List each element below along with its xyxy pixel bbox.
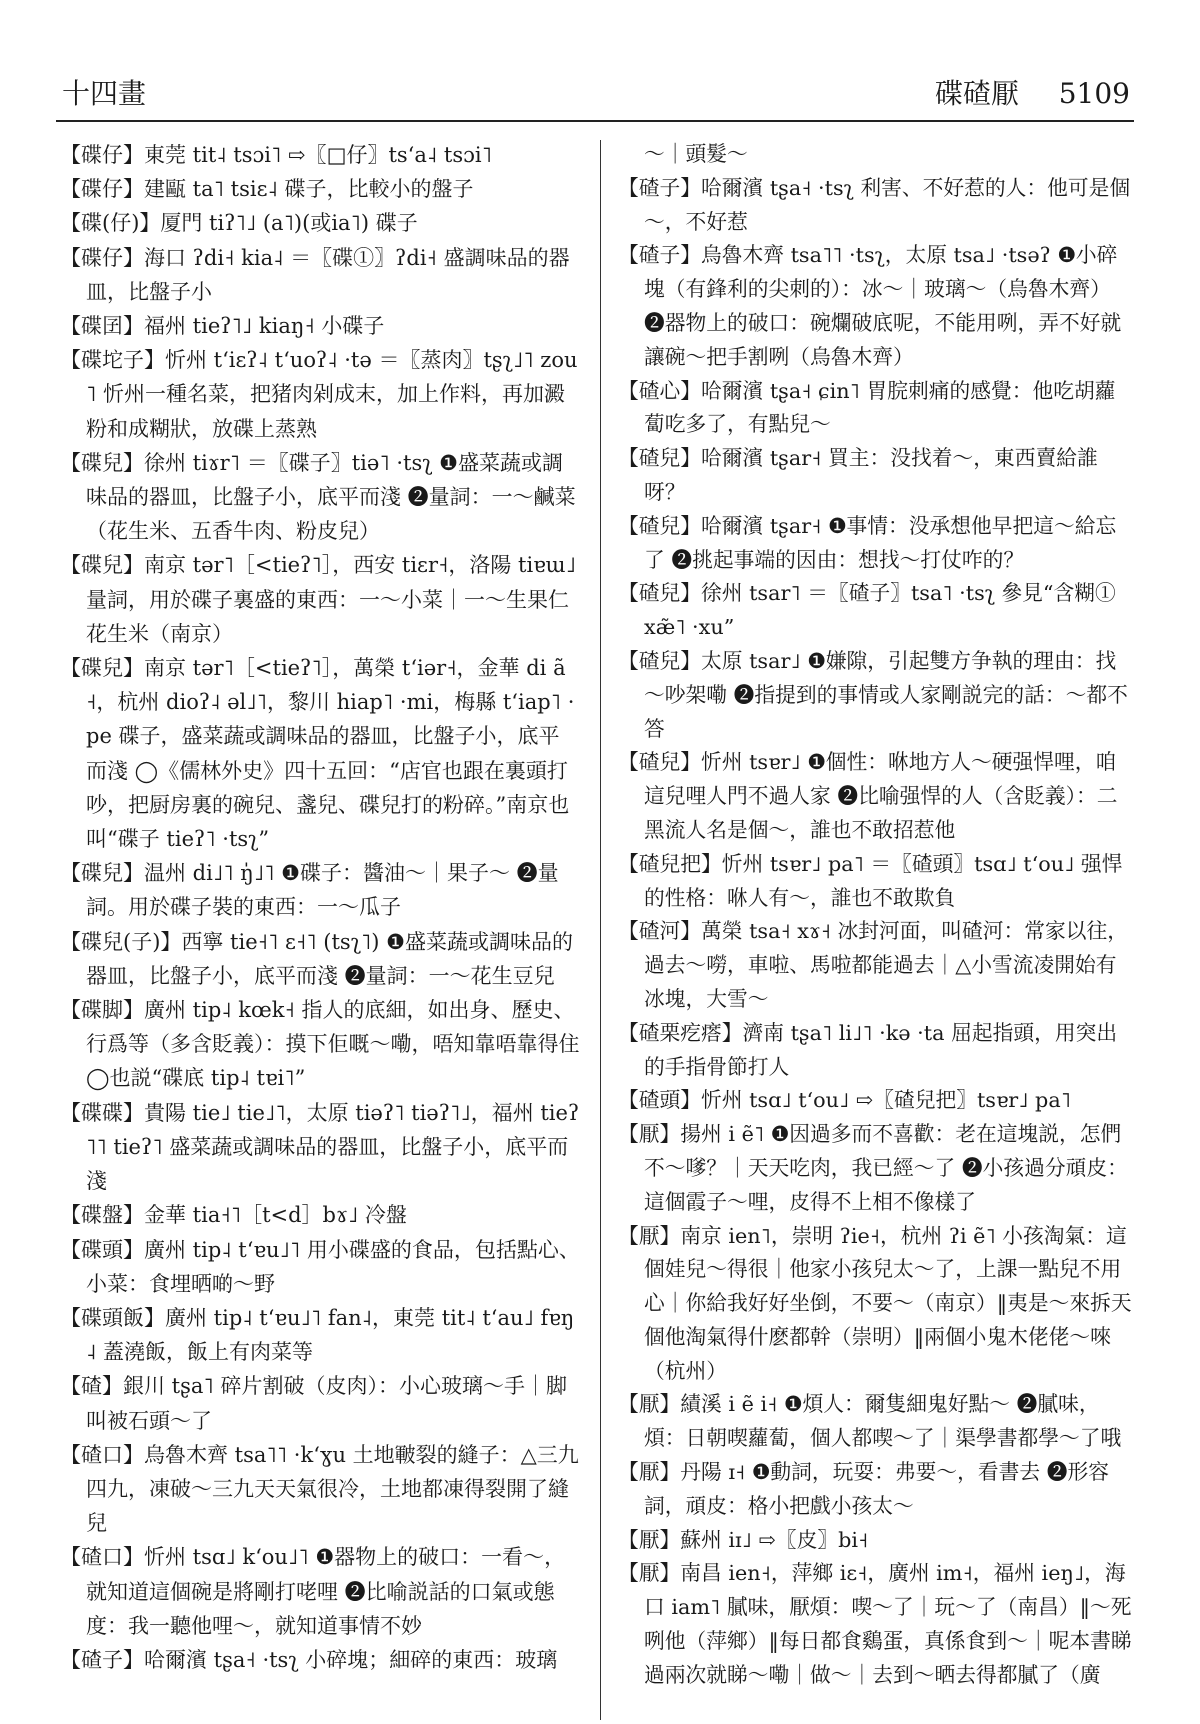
dictionary-entry: 【厭】南京 ien˥，崇明 ʔie˧，杭州 ʔi ẽ˥ 小孩淘氣：這個娃兒～得很｜他家小孩兒太～了，上課一點兒不用心｜你給我好好坐倒，不要～（南京）‖夷是～來拆天個他淘氣得什麽都幹（崇明）‖兩個小鬼木佬佬～唻（杭州）: [618, 1223, 1132, 1383]
left-column: [60, 138, 580, 1677]
dictionary-entry: 【碟兒】徐州 tiɤr˥ ＝〖碟子〗tiə˥ ·tsʅ ❶盛菜蔬或調味品的器皿，比盤子小，底平而淺 ❷量詞：一～鹹菜（花生米、五香牛肉、粉皮兒）: [60, 450, 576, 544]
dictionary-entry: 【厭】丹陽 ɪ˧ ❶動詞，玩耍：弗要～，看書去 ❷形容詞，頑皮：格小把戲小孩太～: [618, 1460, 1110, 1518]
dictionary-entry: 【碟坨子】忻州 tʻiɛʔ˨ tʻuoʔ˨ ·tə ＝〖蒸肉〗tʂʅ˩˥ zou˥ 忻州一種名菜，把猪肉剁成末，加上作料，再加澱粉和成糊狀，放碟上蒸熟: [60, 348, 578, 441]
dictionary-entry: 【碟兒】温州 di˩˥ ŋ̍˩˥ ❶碟子：醬油～｜果子～ ❷量詞。用於碟子裝的東西：一～瓜子: [60, 861, 559, 920]
page-number: 5109: [1058, 77, 1130, 110]
dictionary-entry: 【碟頭飯】廣州 tip˨ tʻɐu˩˥ fan˨，東莞 tit˨ tʻau˩ fɐŋ˨ 蓋澆飯，飯上有肉菜等: [60, 1305, 575, 1365]
dictionary-entry: 【碴兒】哈爾濱 tʂar˧ 買主：没找着～，東西賣給誰呀？: [618, 446, 1098, 504]
dictionary-entry: 【碴兒】忻州 tsɐr˩ ❶個性：咻地方人～硬强悍哩，咱這兒哩人門不過人家 ❷比喻强悍的人（含貶義）：二黑流人名是個～，誰也不敢招惹他: [618, 750, 1118, 842]
dictionary-entry: 【厭】績溪 i ẽ i˧ ❶煩人：爾隻細鬼好點～ ❷膩味，煩：日朝喫蘿蔔，個人都喫～了｜渠學書都學～了哦: [618, 1392, 1122, 1451]
dictionary-entry: 【碟脚】廣州 tip˨ kœk˧ 指人的底細，如出身、歷史、行爲等（多含貶義）：摸下佢嘅～嘞，唔知靠唔靠得住 ◯也説“碟底 tip˨ tɐi˥”: [60, 998, 580, 1091]
dictionary-entry: 【碟兒】南京 tər˥［<tieʔ˥］，西安 tiɛr˧，洛陽 tiɐɯ˩ 量詞，用於碟子裏盛的東西：一～小菜｜一～生果仁花生米（南京）: [60, 553, 576, 646]
dictionary-entry: 【碴心】哈爾濱 tʂa˧ ɕin˥ 胃脘刺痛的感覺：他吃胡蘿蔔吃多了，有點兒～: [618, 378, 1116, 437]
dictionary-entry: 【碟頭】廣州 tip˨ tʻɐu˩˥ 用小碟盛的食品，包括點心、小菜：食埋晒啲～野: [60, 1237, 580, 1296]
dictionary-entry: 【厭】南昌 ien˧，萍鄉 iɛ˧，廣州 im˧，福州 ieŋ˩，海口 iam˥ 膩味，厭煩：喫～了｜玩～了（南昌）‖～死咧他（萍鄉）‖每日都食鷄蛋，真係食到～｜呢本書睇過兩次就睇～嘞｜做～｜去到～晒去得都膩了（廣: [618, 1561, 1132, 1687]
dictionary-entry: 【碴子】哈爾濱 tʂa˧ ·tsʅ 小碎塊；細碎的東西：玻璃: [60, 1647, 558, 1672]
running-head-section: 十四畫: [62, 77, 147, 110]
dictionary-entry: 【碟兒】南京 tər˥［<tieʔ˥］，萬榮 tʻiər˧，金華 di ã˧，杭州 dioʔ˨ əl˩˥，黎川 hiap˥ ·mi，梅縣 tʻiap˥ ·pe 碟子，盛菜蔬或調味品的器皿，比盤子小，底平而淺 ◯《儒林外史》四十五回：“店官也跟在裏頭打吵，把厨房裏的碗兒、盞兒、碟兒打的粉碎。”南京也叫“碟子 tieʔ˥ ·tsʅ”: [60, 656, 575, 852]
dictionary-entry: 【碟盤】金華 tia˧˥［t<d］bɤ˩ 冷盤: [60, 1203, 407, 1228]
right-column: [618, 138, 1133, 1693]
dictionary-entry: 【碟仔】建甌 ta˥ tsiɛ˨ 碟子，比較小的盤子: [60, 177, 474, 202]
dictionary-entry: 【碴口】烏魯木齊 tsa˥˥ ·kʻɣu 土地皸裂的縫子：△三九四九，凍破～三九天天氣很冷，土地都凍得裂開了縫兒: [60, 1442, 579, 1536]
dictionary-entry: 【碴子】烏魯木齊 tsa˥˥ ·tsʅ，太原 tsa˩ ·tsəʔ ❶小碎塊（有鋒利的尖刺的）：冰～｜玻璃～（烏魯木齊） ❷器物上的破口：碗爛破底呢，不能用咧，弄不好就讓碗～把手割咧（烏魯木齊）: [618, 243, 1122, 369]
dictionary-entry: 【碴頭】忻州 tsɑ˩ tʻou˩ ⇨〖碴兒把〗tsɐr˩ pa˥: [618, 1088, 1071, 1113]
running-head-characters: 碟碴厭: [934, 77, 1019, 110]
column-divider: [600, 140, 601, 1720]
dictionary-entry: 【碟碟】貴陽 tie˩ tie˩˥，太原 tiəʔ˥ tiəʔ˥˩，福州 tieʔ˥˥ tieʔ˥ 盛菜蔬或調味品的器皿，比盤子小，底平而淺: [60, 1100, 580, 1194]
dictionary-entry: 【碟兒(子)】西寧 tie˧˥ ɛ˧˥ (tsʅ˥) ❶盛菜蔬或調味品的器皿，比盤子小，底平而淺 ❷量詞：一～花生豆兒: [60, 929, 573, 988]
dictionary-entry: 【厭】蘇州 iɪ˩ ⇨〖皮〗bi˧: [618, 1527, 869, 1552]
dictionary-entry: 【碟(仔)】厦門 tiʔ˥˩ (a˥)(或ia˥) 碟子: [60, 211, 418, 236]
dictionary-entry: 【碴】銀川 tʂa˥ 碎片割破（皮肉）：小心玻璃～手｜脚叫被石頭～了: [60, 1374, 567, 1433]
dictionary-entry: 【厭】揚州 i ẽ˥ ❶因過多而不喜歡：老在這塊説，怎們不～嗲？｜天天吃肉，我已經～了 ❷小孩過分頑皮：這個霞子～哩，皮得不上相不像樣了: [618, 1122, 1128, 1214]
dictionary-entry: 【碴子】哈爾濱 tʂa˧ ·tsʅ 利害、不好惹的人：他可是個～，不好惹: [618, 175, 1131, 234]
dictionary-entry: 【碴栗疙瘩】濟南 tʂa˥ li˩˥ ·kə ·ta 屈起指頭，用突出的手指骨節打人: [618, 1020, 1118, 1079]
dictionary-entry: 【碴口】忻州 tsɑ˩ kʻou˩˥ ❶器物上的破口：一看～，就知道這個碗是將剛打咾哩 ❷比喻説話的口氣或態度：我一聽他哩～，就知道事情不妙: [60, 1545, 566, 1638]
dictionary-entry: 【碴兒】太原 tsar˩ ❶嫌隙，引起雙方争執的理由：找～吵架嘞 ❷指提到的事情或人家剛説完的話：～都不答: [618, 648, 1128, 741]
dictionary-entry: 【碟仔】東莞 tit˨ tsɔi˥ ⇨〖□仔〗tsʻa˨ tsɔi˥: [60, 143, 492, 167]
dictionary-entry: 【碴兒】徐州 tsar˥ ＝〖碴子〗tsa˥ ·tsʅ 參見“含糊① xæ̃˥ ·xu”: [618, 581, 1116, 640]
dictionary-entry-continued: ～｜頭髮～: [644, 142, 748, 166]
header-rule: [56, 120, 1134, 122]
running-head-right: [935, 72, 1130, 112]
dictionary-entry: 【碴河】萬榮 tsa˧ xɤ˧ 冰封河面，叫碴河：常家以往，過去～嘮，車啦、馬啦都能過去｜△小雪流凌開始有冰塊，大雪～: [618, 919, 1129, 1011]
dictionary-entry: 【碴兒】哈爾濱 tʂar˧ ❶事情：没承想他早把這～給忘了 ❷挑起事端的因由：想找～打仗咋的？: [618, 513, 1117, 572]
dictionary-entry: 【碴兒把】忻州 tsɐr˩ pa˥ ＝〖碴頭〗tsɑ˩ tʻou˩ 强悍的性格：咻人有～，誰也不敢欺負: [618, 851, 1123, 910]
dictionary-entry: 【碟囝】福州 tieʔ˥˩ kiaŋ˧ 小碟子: [60, 314, 385, 339]
dictionary-entry: 【碟仔】海口 ʔdi˧ kia˨ ＝〖碟①〗ʔdi˧ 盛調味品的器皿，比盤子小: [60, 245, 570, 304]
